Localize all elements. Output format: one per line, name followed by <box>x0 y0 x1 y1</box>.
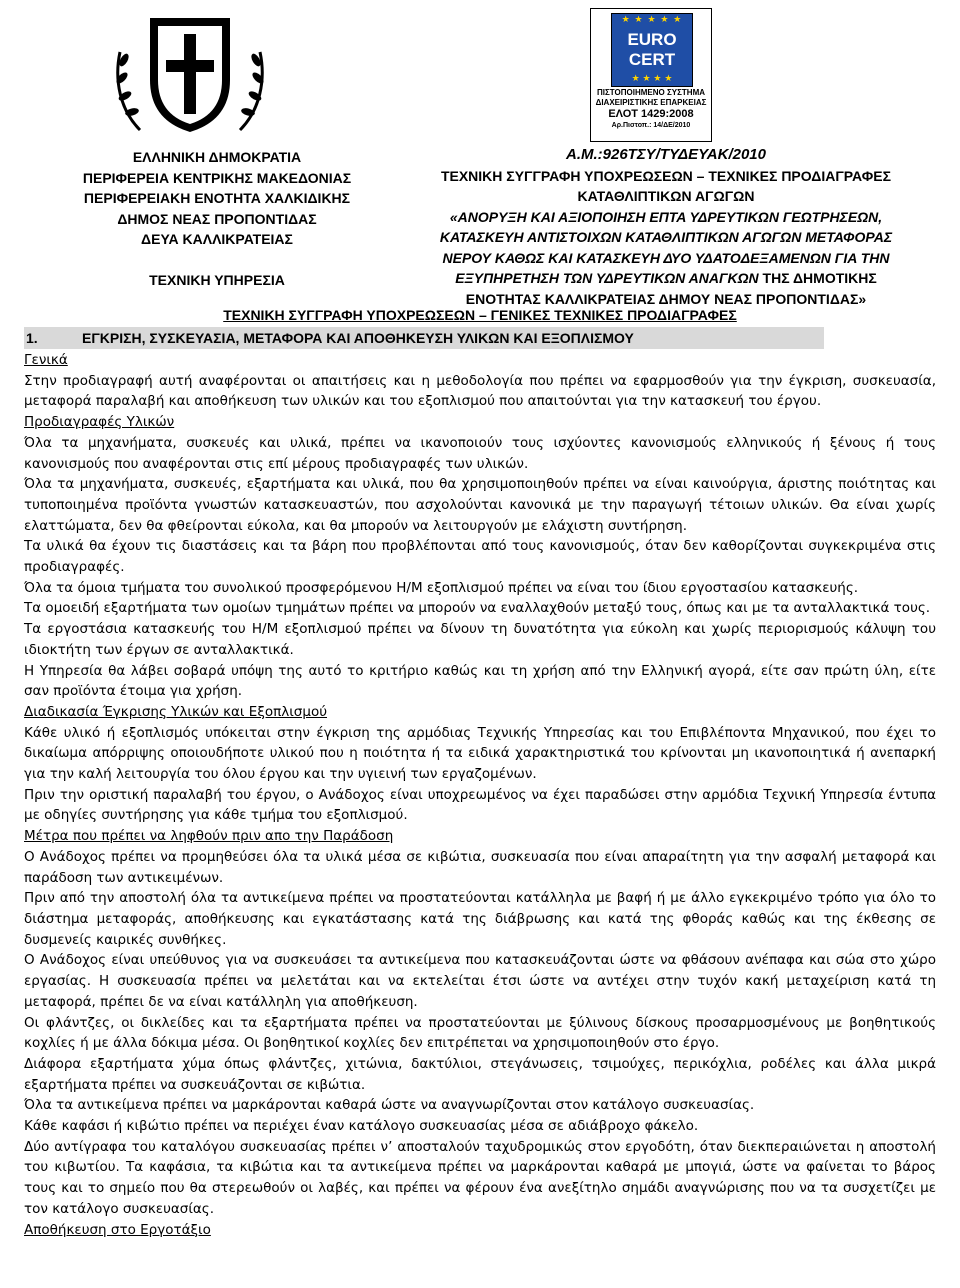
document-body <box>24 350 936 1240</box>
project-line-2: ΚΑΤΑΘΛΙΠΤΙΚΩΝ ΑΓΩΓΩΝ <box>577 188 755 204</box>
project-line-3: «ΑΝΟΡΥΞΗ ΚΑΙ ΑΞΙΟΠΟΙΗΣΗ ΕΠΤΑ ΥΔΡΕΥΤΙΚΩΝ ΓΕΩΤΡΗΣΕΩΝ, <box>449 208 883 225</box>
project-line-6a: ΕΞΥΠΗΡΕΤΗΣΗ ΤΩΝ ΥΔΡΕΥΤΙΚΩΝ ΑΝΑΓΚΩΝ <box>455 270 759 286</box>
paragraph: Τα ομοειδή εξαρτήματα των ομοίων τμημάτων πρέπει να μπορούν να εναλλαχθούν μεταξύ τους, όπως και με τα ανταλλακτικά τους. <box>24 600 931 617</box>
cert-line-1: ΠΙΣΤΟΠΟΙΗΜΕΝΟ ΣΥΣΤΗΜΑ <box>596 88 706 97</box>
project-header <box>376 145 956 309</box>
paragraph: Ο Ανάδοχος είναι υπεύθυνος για να συσκευάσει τα αντικείμενα που κατασκευάζονται ώστε να φθάσουν ανέπαφα και σώα στο χώρο εργασίας. Η συσκευασία πρέπει να μελετάται και να εκτελείται έτσι ώστε να αντέχει στην τυχόν κακή μεταχείριση κατά τη μεταφορά, πρέπει δε να είναι κατάλληλη για αποθήκευση. <box>24 952 936 1010</box>
section-number: 1. <box>26 330 38 346</box>
paragraph: Όλα τα μηχανήματα, συσκευές, εξαρτήματα και υλικά, που θα χρησιμοποιηθούν πρέπει να είναι καινούργια, άριστης ποιότητας και τυποποιημένα προϊόντα γνωστών κατασκευαστών, που ασχολούνται κανονικά με την παραγωγή τέτοιων υλικών. Θα είναι χωρίς ελαττώματα, δεν θα φθείρονται εύκολα, και θα μπορούν να λειτουργούν με ελάχιστη συντήρηση. <box>24 476 936 534</box>
paragraph: Διάφορα εξαρτήματα χύμα όπως φλάντζες, χιτώνια, δακτύλιοι, στεγάνωσεις, τσιμούχες, περικόχλια, ροδέλες και άλλα μικρά εξαρτήματα πρέπει να συσκευάζονται σε κιβώτια. <box>24 1055 936 1093</box>
cert-line-2: ΔΙΑΧΕΙΡΙΣΤΙΚΗΣ ΕΠΑΡΚΕΙΑΣ <box>595 98 707 107</box>
paragraph: Όλα τα όμοια τμήματα του συνολικού προσφερόμενου Η/Μ εξοπλισμού πρέπει να είναι του ίδιου εργοστασίου κατασκευής. <box>24 579 859 596</box>
heading-site-storage: Αποθήκευση στο Εργοτάξιο <box>24 1221 211 1238</box>
authority-line-3: ΠΕΡΙΦΕΡΕΙΑΚΗ ΕΝΟΤΗΤΑ ΧΑΛΚΙΔΙΚΗΣ <box>83 190 351 206</box>
paragraph: Τα υλικά θα έχουν τις διαστάσεις και τα βάρη που προβλέπονται από τους κανονισμούς, όταν δεν καθορίζονται συγκεκριμένα στις προδιαγραφές. <box>24 538 936 576</box>
cert-line-3: ΕΛΟΤ 1429:2008 <box>608 108 694 120</box>
project-line-7: ΕΝΟΤΗΤΑΣ ΚΑΛΛΙΚΡΑΤΕΙΑΣ ΔΗΜΟΥ ΝΕΑΣ ΠΡΟΠΟΝΤΙΔΑΣ» <box>465 290 867 307</box>
cert-line-4: Αρ.Πιστοπ.: 14/ΔΕ/2010 <box>611 122 691 129</box>
paragraph: Οι φλάντζες, οι δικλείδες και τα εξαρτήματα πρέπει να προστατεύονται με ξύλινους δίσκους προσαρμοσμένους με βοηθητικούς κοχλίες ή με άλλα δόκιμα μέσα. Οι βοηθητικοί κοχλίες δεν επιτρέπεται να χρησιμοποιηθούν στο έργο. <box>24 1014 936 1052</box>
reference-number: Α.Μ.:926ΤΣΥ/ΤΥΔΕΥΑΚ/2010 <box>565 146 766 163</box>
authority-line-2: ΠΕΡΙΦΕΡΕΙΑ ΚΕΝΤΡΙΚΗΣ ΜΑΚΕΔΟΝΙΑΣ <box>82 169 352 186</box>
heading-material-specs: Προδιαγραφές Υλικών <box>24 414 175 431</box>
cert-cert: CERT <box>628 50 676 69</box>
section-title: ΕΓΚΡΙΣΗ, ΣΥΣΚΕΥΑΣΙΑ, ΜΕΤΑΦΟΡΑ ΚΑΙ ΑΠΟΘΗΚΕΥΣΗ ΥΛΙΚΩΝ ΚΑΙ ΕΞΟΠΛΙΣΜΟΥ <box>82 330 634 346</box>
paragraph: Όλα τα μηχανήματα, συσκευές και υλικά, πρέπει να ικανοποιούν τους ισχύοντες κανονισμούς ελληνικούς ή ξένους ή τους κανονισμούς που αναφέρονται στις επί μέρους προδιαγραφές των υλικών. <box>24 434 936 472</box>
project-line-6b: ΤΗΣ ΔΗΜΟΤΙΚΗΣ <box>758 270 877 286</box>
paragraph: Η Υπηρεσία θα λάβει σοβαρά υπόψη της αυτό το κριτήριο καθώς και τη χρήση από την Ελληνική αγορά, είτε σαν πρώτη ύλη, είτε σαν προϊόντα έτοιμα για χρήση. <box>24 662 936 700</box>
paragraph: Όλα τα αντικείμενα πρέπει να μαρκάρονται καθαρά ώστε να αναγνωρίζονται στον κατάλογο συσκευασίας. <box>24 1097 755 1114</box>
paragraph: Κάθε καφάσι ή κιβώτιο πρέπει να περιέχει έναν κατάλογο συσκευασίας μέσα σε αδιάβροχο φάκελο. <box>24 1118 699 1135</box>
document-title <box>0 305 960 325</box>
project-line-1: ΤΕΧΝΙΚΗ ΣΥΓΓΡΑΦΗ ΥΠΟΧΡΕΩΣΕΩΝ – ΤΕΧΝΙΚΕΣ ΠΡΟΔΙΑΓΡΑΦΕΣ <box>440 167 892 184</box>
authority-line-1: ΕΛΛΗΝΙΚΗ ΔΗΜΟΚΡΑΤΙΑ <box>132 149 302 165</box>
paragraph: Ο Ανάδοχος πρέπει να προμηθεύσει όλα τα υλικά μέσα σε κιβώτια, συσκευασία που είναι απαραίτητη για την ασφαλή μεταφορά και παράδοση των αντικειμένων. <box>24 848 936 886</box>
authority-department: ΤΕΧΝΙΚΗ ΥΠΗΡΕΣΙΑ <box>149 271 285 288</box>
paragraph: Πριν την οριστική παραλαβή του έργου, ο Ανάδοχος είναι υποχρεωμένος να έχει παραδώσει στην αρμόδια Τεχνική Υπηρεσία έντυπα με οδηγίες συντήρησης για κάθε τμήμα του εξοπλισμού. <box>24 786 936 824</box>
eurocert-logo: ★ ★ ★ ★ ★ EURO CERT ★ ★ ★ ★ ΠΙΣΤΟΠΟΙΗΜΕΝΟ ΣΥΣΤΗΜΑ ΔΙΑΧΕΙΡΙΣΤΙΚΗΣ ΕΠΑΡΚΕΙΑΣ ΕΛΟΤ 1429:2008 Αρ.Πιστοπ.: 14/ΔΕ/2010 <box>590 8 712 142</box>
paragraph: Κάθε υλικό ή εξοπλισμός υπόκειται στην έγκριση της αρμόδιας Τεχνικής Υπηρεσίας και του Επιβλέποντα Μηχανικού, που έχει το δικαίωμα απόρριψης οποιουδήποτε υλικού που η ποιότητα ή τα ειδικά χαρακτηριστικά του κρίνονται μη ικανοποιητικά ή ανεπαρκή για την καλή λειτουργία του όλου έργου και την υγιεινή των εργαζομένων. <box>24 724 936 783</box>
paragraph: Τα εργοστάσια κατασκευής του Η/Μ εξοπλισμού πρέπει να δίνουν τη δυνατότητα για εύκολη και χωρίς περιορισμούς κάλυψη του ιδιοκτήτη των έργων σε ανταλλακτικά. <box>24 621 936 658</box>
project-line-5: ΝΕΡΟΥ ΚΑΘΩΣ ΚΑΙ ΚΑΤΑΣΚΕΥΗ ΔΥΟ ΥΔΑΤΟΔΕΞΑΜΕΝΩΝ ΓΙΑ ΤΗΝ <box>442 249 890 266</box>
project-line-4: ΚΑΤΑΣΚΕΥΗ ΑΝΤΙΣΤΟΙΧΩΝ ΚΑΤΑΘΛΙΠΤΙΚΩΝ ΑΓΩΓΩΝ ΜΕΤΑΦΟΡΑΣ <box>439 229 893 245</box>
project-line-6 <box>376 268 956 289</box>
authority-line-4: ΔΗΜΟΣ ΝΕΑΣ ΠΡΟΠΟΝΤΙΔΑΣ <box>117 210 317 227</box>
heading-approval-procedure: Διαδικασία Έγκρισης Υλικών και Εξοπλισμού <box>24 703 328 720</box>
paragraph: Δύο αντίγραφα του καταλόγου συσκευασίας πρέπει ν’ αποσταλούν ταχυδρομικώς στον εργοδότη, όταν διεκπεραιώνεται η αποστολή του κιβωτίου. Τα καφάσια, τα κιβώτια και τα αντικείμενα πρέπει να μαρκάρονται καθαρά με μπογιά, ώστε να φαίνεται το βάρος τους και το σημείο που θα στερεωθούν οι λαβές, και πρέπει να φέρουν ένα ανεξίτηλο σημάδι αναγνώρισης που να τα συσχετίζει με τον κατάλογο συσκευασίας. <box>24 1138 936 1217</box>
section-heading <box>24 327 824 349</box>
greek-emblem-logo <box>110 0 270 140</box>
authority-line-5: ΔΕΥΑ ΚΑΛΛΙΚΡΑΤΕΙΑΣ <box>141 231 293 247</box>
paragraph: Πριν από την αποστολή όλα τα αντικείμενα πρέπει να προστατεύονται κατάλληλα με βαφή ή με άλλο εγκεκριμένο τρόπο για όλο το διάστημα μεταφοράς, αποθήκευσης και εγκατάστασης κατά της διάβρωσης και κατά της φθοράς καθώς και της έκθεσης σε δυσμενείς καιρικές συνθήκες. <box>24 890 936 948</box>
authority-header <box>62 147 372 290</box>
paragraph: Στην προδιαγραφή αυτή αναφέρονται οι απαιτήσεις και η μεθοδολογία που πρέπει να εφαρμοσθούν για την έγκριση, συσκευασία, μεταφορά παραλαβή και αποθήκευση των υλικών και του εξοπλισμού που απαιτούνται για την κατασκευή του έργου. <box>24 372 936 410</box>
cert-euro: EURO <box>627 30 677 49</box>
document-title-text: ΤΕΧΝΙΚΗ ΣΥΓΓΡΑΦΗ ΥΠΟΧΡΕΩΣΕΩΝ – ΓΕΝΙΚΕΣ ΤΕΧΝΙΚΕΣ ΠΡΟΔΙΑΓΡΑΦΕΣ <box>223 307 737 323</box>
heading-general: Γενικά <box>24 352 68 368</box>
heading-pre-delivery-measures: Μέτρα που πρέπει να ληφθούν πριν απο την Παράδοση <box>24 828 394 845</box>
